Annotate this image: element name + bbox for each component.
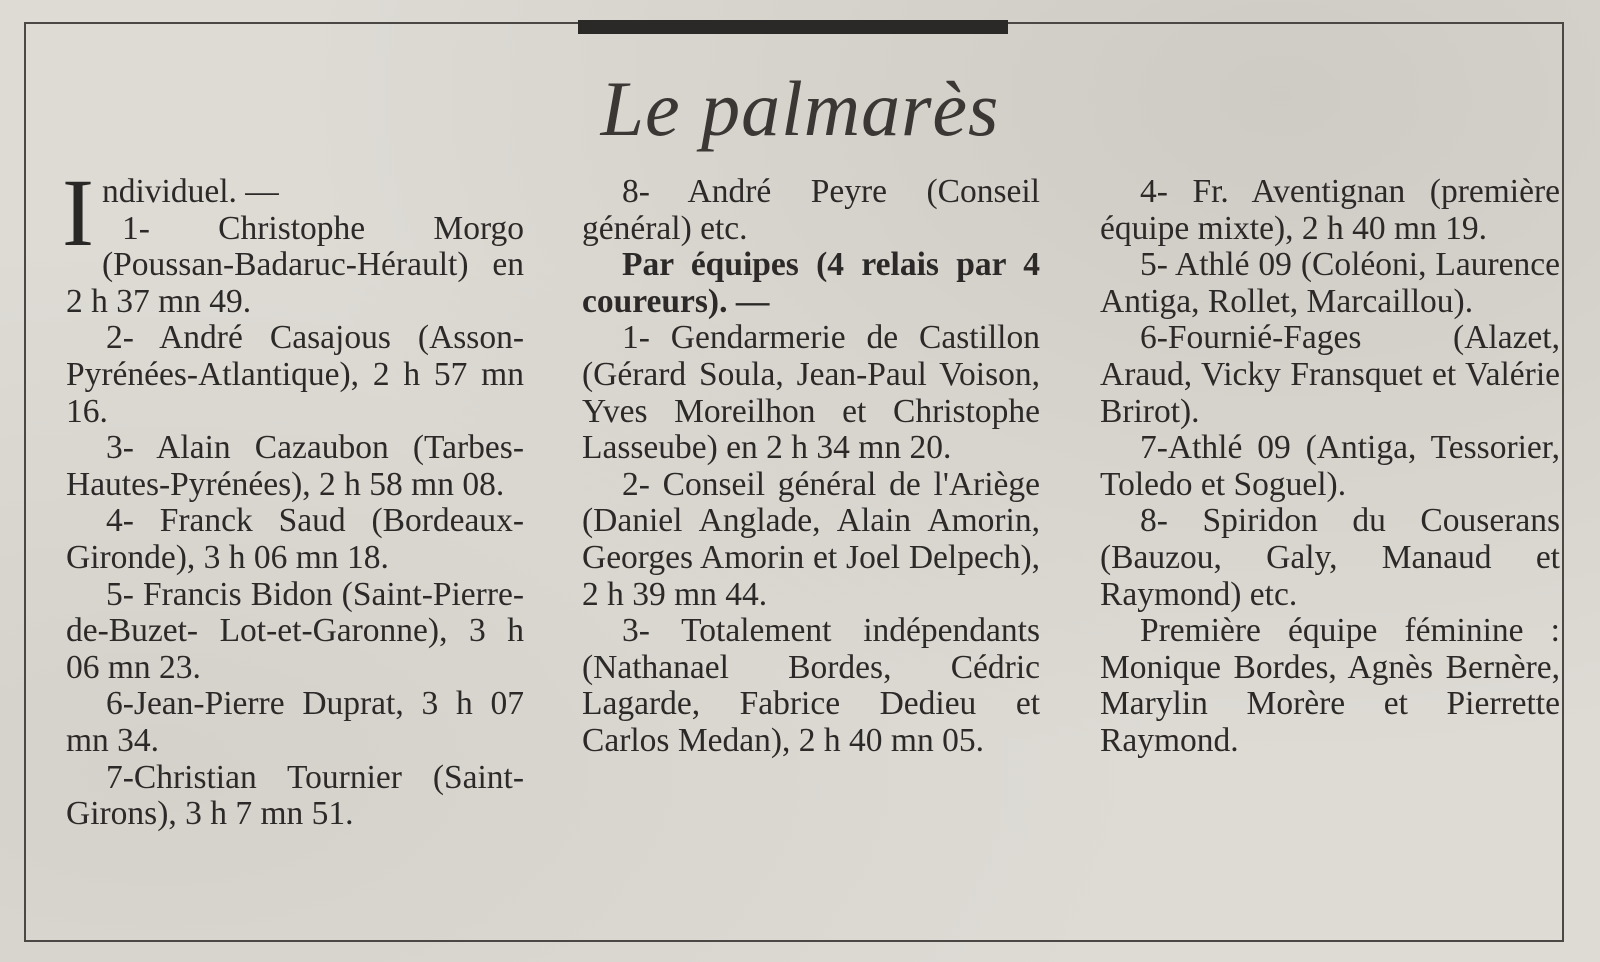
result-entry: 6-Fournié-Fages (Alazet, Araud, Vicky Fransquet et Valérie Brirot). <box>1100 319 1560 430</box>
result-entry: 5- Athlé 09 (Coléoni, Laurence Antiga, Rollet, Marcaillou). <box>1100 246 1560 320</box>
column-individuel <box>62 159 524 833</box>
result-entry: 8- André Peyre (Conseil général) etc. <box>582 173 1040 247</box>
drop-cap: I <box>62 159 94 266</box>
result-entry: 5- Francis Bidon (Saint-Pierre-de-Buzet- Lot-et-Garonne), 3 h 06 mn 23. <box>66 575 524 686</box>
result-entry: 4- Fr. Aventignan (première équipe mixte), 2 h 40 mn 19. <box>1100 173 1560 247</box>
result-entry: 7-Athlé 09 (Antiga, Tessorier, Toledo et Soguel). <box>1100 429 1560 503</box>
result-entry: Première équipe féminine : Monique Bordes, Agnès Bernère, Marylin Morère et Pierrette Raymond. <box>1100 612 1560 759</box>
result-entry: 4- Franck Saud (Bordeaux-Gironde), 3 h 06 mn 18. <box>66 502 524 576</box>
equipes-heading: Par équipes (4 relais par 4 coureurs). — <box>582 246 1040 320</box>
result-entry: 3- Totalement indépendants (Nathanael Bordes, Cédric Lagarde, Fabrice Dedieu et Carlos Medan), 2 h 40 mn 05. <box>582 612 1040 759</box>
result-entry: 8- Spiridon du Couserans (Bauzou, Galy, Manaud et Raymond) etc. <box>1100 502 1560 613</box>
column-equipes-continued <box>1100 174 1560 760</box>
header-rule <box>578 20 1008 34</box>
result-entry: 6-Jean-Pierre Duprat, 3 h 07 mn 34. <box>66 685 524 759</box>
column-equipes <box>582 174 1040 760</box>
result-entry: 7-Christian Tournier (Saint-Girons), 3 h 7 mn 51. <box>66 758 524 833</box>
individuel-heading: Individuel. — 1- Christophe Morgo (Poussan-Badaruc-Hérault) en 2 h 37 mn 49. <box>62 159 524 320</box>
result-entry: 2- André Casajous (Asson-Pyrénées-Atlantique), 2 h 57 mn 16. <box>66 319 524 430</box>
result-entry: 2- Conseil général de l'Ariège (Daniel Anglade, Alain Amorin, Georges Amorin et Joel Delpech), 2 h 39 mn 44. <box>582 465 1040 613</box>
result-entry: 3- Alain Cazaubon (Tarbes-Hautes-Pyrénées), 2 h 58 mn 08. <box>66 429 524 503</box>
result-entry: 1- Gendarmerie de Castillon (Gérard Soula, Jean-Paul Voison, Yves Moreilhon et Christophe Lasseube) en 2 h 34 mn 20. <box>582 319 1040 467</box>
result-entry: 1- Christophe Morgo (Poussan-Badaruc-Hérault) en 2 h 37 mn 49. <box>66 209 524 320</box>
article-title: Le palmarès <box>600 65 1000 152</box>
